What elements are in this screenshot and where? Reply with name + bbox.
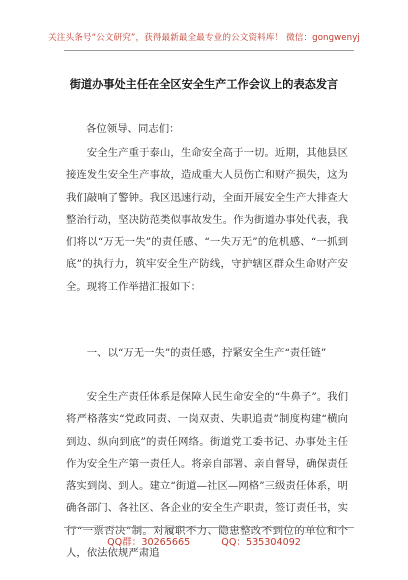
footer-qq-group: QQ群：30265665: [107, 537, 191, 548]
section-heading-block: [66, 342, 348, 364]
salutation: 各位领导、同志们：: [86, 123, 180, 135]
paragraph-intro-block: [66, 142, 348, 298]
document-title: 街道办事处主任在全区安全生产工作会议上的表态发言: [69, 78, 339, 91]
section-heading-1: 一、以“万无一失”的责任感，拧紧安全生产“责任链”: [86, 347, 327, 359]
header-divider: [64, 50, 354, 51]
paragraph-intro: 安全生产重于泰山，生命安全高于一切。近期，其他县区接连发生安全生产事故，造成重大人员伤亡和财产损失，这为我们敲响了警钟。我区迅速行动，全面开展安全生产大排查大整治行动，坚决防范类似事故发生。作为街道办事处代表，我们将以“万无一失”的责任感、“一失万无”的危机感、“一抓到底”的执行力，筑牢安全生产防线，守护辖区群众生命财产安全。现将工作举措汇报如下：: [66, 147, 348, 293]
footer-contacts: [0, 534, 408, 548]
header-promo-note: 关注头条号“公文研究”，获得最新最全最专业的公文资料库！ 微信：gongwenyj: [48, 33, 360, 43]
footer-qq: QQ：535304092: [221, 537, 301, 548]
footer-divider: [64, 527, 354, 528]
paragraph-section-1: 安全生产责任体系是保障人民生命安全的“牛鼻子”。我们将严格落实“党政同责、一岗双责、失职追责”制度构建“横向到边、纵向到底”的责任网络。街道党工委书记、办事处主任作为安全生产第一责任人。将亲自部署、亲自督导，确保责任落实到岗、到人。建立“街道—社区—网格”三级责任体系，明确各部门、各社区、各企业的安全生产职责，签订责任书，实行“一票否决”制。对履职不力、隐患整改不到位的单位和个人，依法依规严肃追: [66, 391, 348, 560]
